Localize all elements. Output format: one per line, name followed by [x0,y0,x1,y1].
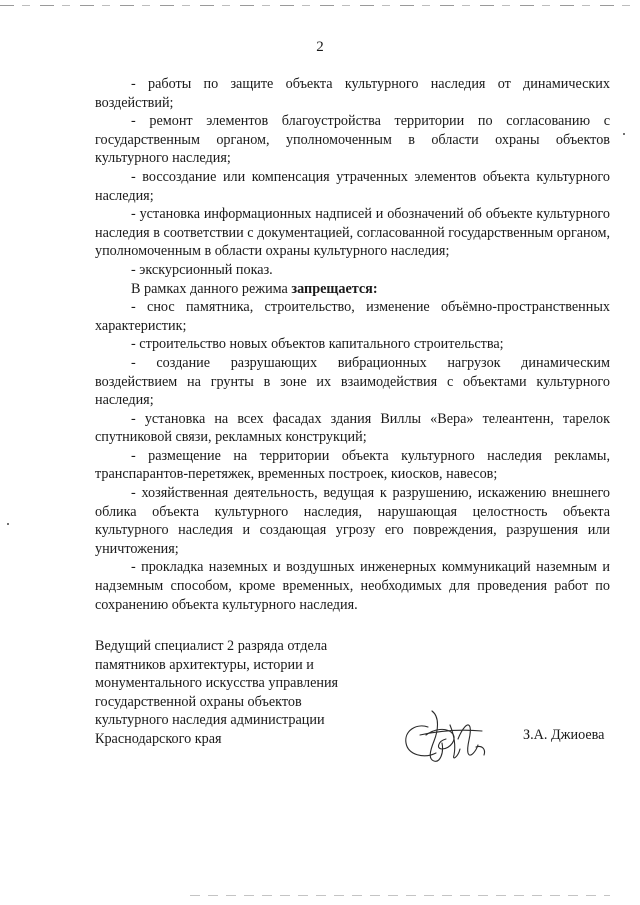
paragraph-permitted-3: - воссоздание или компенсация утраченных элементов объекта культурного наследия; [95,168,610,204]
scan-edge-top [0,5,640,6]
scan-edge-bottom [190,895,610,896]
paragraph-prohibited-7: - прокладка наземных и воздушных инженерных коммуникаций наземным и надземным способом, кроме временных, необходимых для проведения работ по сохранению объекта культурного наследия. [95,559,610,613]
paragraph-prohibited-1: - снос памятника, строительство, изменение объёмно-пространственных характеристик; [95,299,610,334]
signatory-position: Ведущий специалист 2 разряда отдела памятников архитектуры, истории и монументального искусства управления государственной охраны объектов культурного наследия администрации Краснодарского края [95,638,339,747]
paragraph-permitted-1: - работы по защите объекта культурного наследия от динамических воздействий; [95,76,610,111]
paragraph-prohibited-4: - установка на всех фасадах здания Виллы «Вера» телеантенн, тарелок спутниковой связи, рекламных конструкций; [95,410,610,446]
paragraph-prohibited-5: - размещение на территории объекта культурного наследия рекламы, транспарантов-перетяжек, временных построек, киосков, навесов; [95,447,610,483]
paragraph-permitted-2: - ремонт элементов благоустройства территории по согласованию с государственным органом, уполномоченным в области охраны объектов культурного наследия; [95,113,610,167]
page-number: 2 [316,39,324,55]
paragraph-prohibited-3: - создание разрушающих вибрационных нагрузок динамическим воздействием на грунты в зоне их взаимодействия с объектами культурного наследия; [95,354,610,409]
scan-speck [7,523,9,525]
paragraph-permitted-5: - экскурсионный показ. [131,261,273,278]
signatory-name: З.А. Джиоева [523,727,605,743]
regime-prefix: В рамках данного режима [131,280,292,297]
regime-emphasis: запрещается: [291,280,378,297]
scan-speck [623,133,625,135]
regime-heading [95,280,610,299]
paragraph-prohibited-2: - строительство новых объектов капитального строительства; [131,336,504,353]
paragraph-prohibited-6: - хозяйственная деятельность, ведущая к разрушению, искажению внешнего облика объекта культурного наследия, нарушающая целостность объекта культурного наследия и создающая угрозу его повреждения, разрушения или уничтожения; [95,485,610,557]
paragraph-permitted-4: - установка информационных надписей и обозначений об объекте культурного наследия в соответствии с документацией, согласованной государственным органом, уполномоченным в области охраны культурного наследия; [95,206,610,260]
handwritten-signature [398,705,503,765]
document-body [95,75,610,614]
